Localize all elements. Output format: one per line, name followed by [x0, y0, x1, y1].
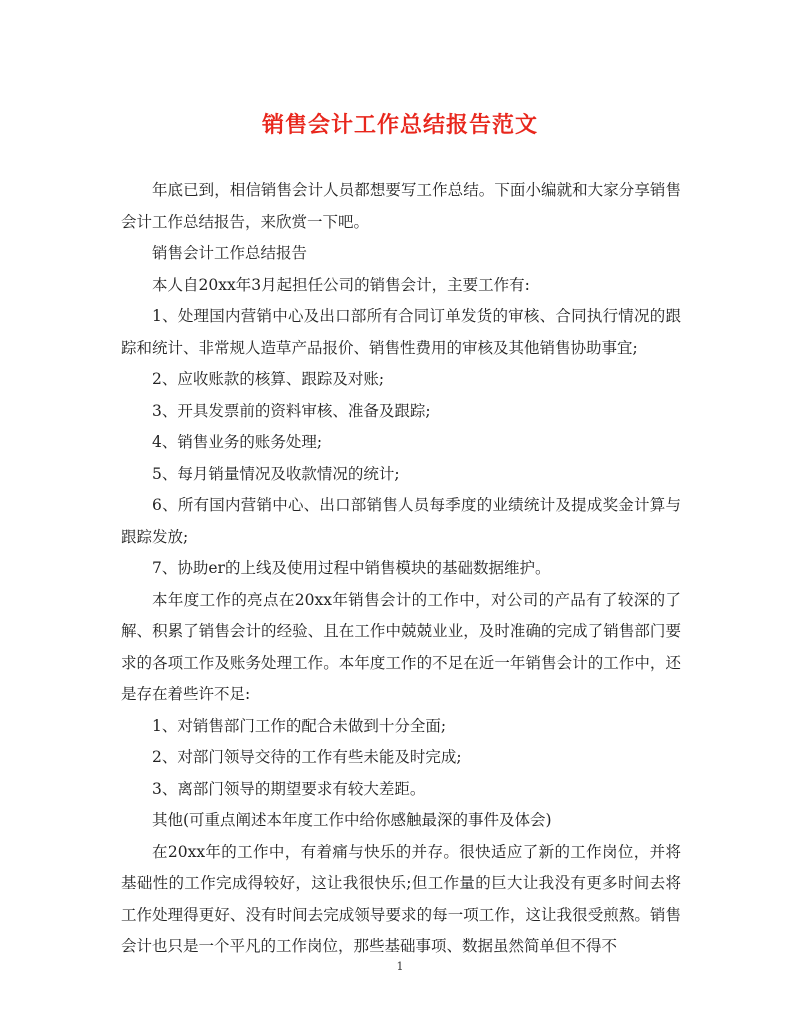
paragraph-shortfall-3: 3、离部门领导的期望要求有较大差距。 [152, 779, 426, 798]
paragraph-shortfall-2: 2、对部门领导交待的工作有些未能及时完成; [152, 748, 462, 766]
paragraph-highlights: 本年度工作的亮点在20xx年销售会计的工作中，对公司的产品有了较深的了解、积累了销售会计的经验、且在工作中兢兢业业，及时准确的完成了销售部门要求的各项工作及账务处理工作。本年度工作的不足在近一年销售会计的工作中，还是存在着些许不足: [121, 590, 681, 703]
paragraph-duty-1: 1、处理国内营销中心及出口部所有合同订单发货的审核、合同执行情况的跟踪和统计、非常规人造草产品报价、销售性费用的审核及其他销售协助事宜; [121, 307, 681, 357]
page-number: 1 [396, 960, 404, 973]
paragraph-intro: 年底已到，相信销售会计人员都想要写工作总结。下面小编就和大家分享销售会计工作总结报告，来欣赏一下吧。 [121, 181, 681, 231]
paragraph-duty-2: 2、应收账款的核算、跟踪及对账; [152, 370, 385, 388]
paragraph-reflection: 在20xx年的工作中，有着痛与快乐的并存。很快适应了新的工作岗位，并将基础性的工作完成得较好，这让我很快乐;但工作量的巨大让我没有更多时间去将工作处理得更好、没有时间去完成领导要求的每一项工作，这让我很受煎熬。销售会计也只是一个平凡的工作岗位，那些基础事项、数据虽然简单但不得不 [121, 842, 681, 955]
paragraph-duty-3: 3、开具发票前的资料审核、准备及跟踪; [152, 401, 431, 420]
document-title: 销售会计工作总结报告范文 [261, 112, 538, 138]
paragraph-shortfall-1: 1、对销售部门工作的配合未做到十分全面; [152, 716, 447, 735]
paragraph-duty-4: 4、销售业务的账务处理; [152, 433, 323, 451]
paragraph-duties-intro: 本人自20xx年3月起担任公司的销售会计，主要工作有: [152, 275, 530, 294]
paragraph-duty-6: 6、所有国内营销中心、出口部销售人员每季度的业绩统计及提成奖金计算与跟踪发放; [121, 496, 681, 546]
document-body [121, 175, 681, 963]
paragraph-duty-5: 5、每月销量情况及收款情况的统计; [152, 464, 400, 483]
paragraph-other: 其他(可重点阐述本年度工作中给你感触最深的事件及体会) [152, 811, 552, 829]
paragraph-duty-7: 7、协助er的上线及使用过程中销售模块的基础数据维护。 [152, 559, 551, 577]
paragraph-subtitle: 销售会计工作总结报告 [152, 244, 308, 262]
